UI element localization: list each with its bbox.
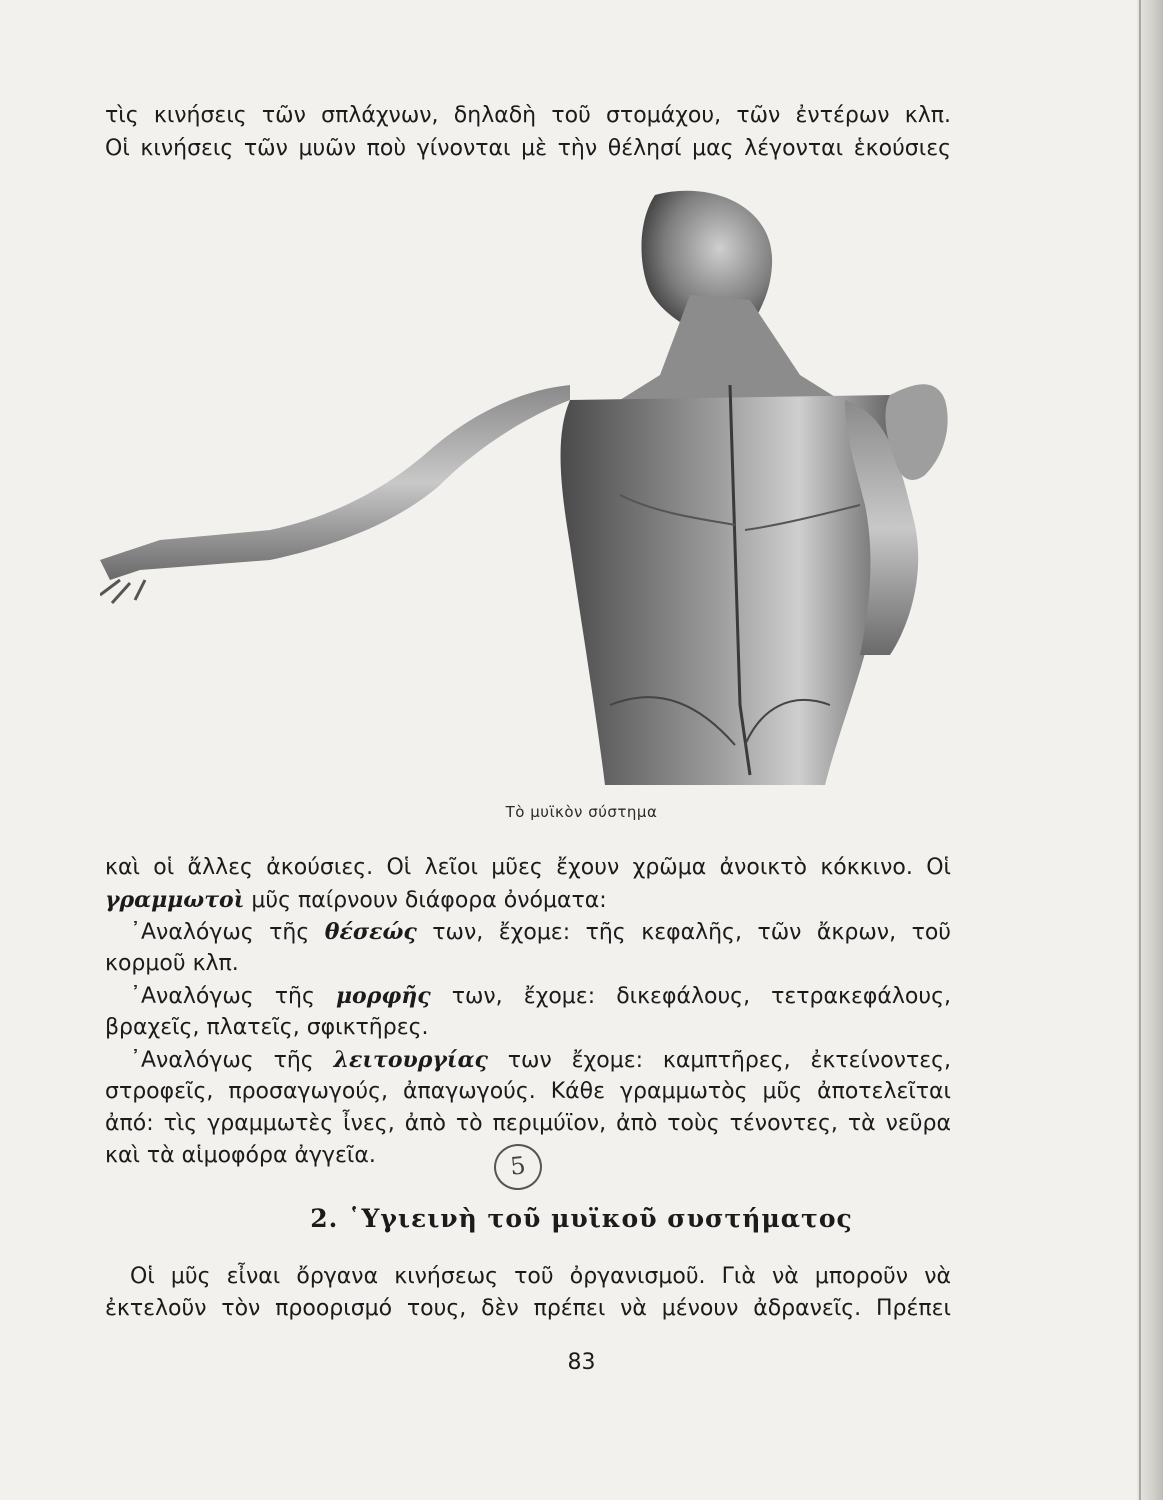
section-heading: 2. ῾Υγιεινὴ τοῦ μυϊκοῦ συστήματος — [310, 1204, 853, 1233]
fingers-lines — [100, 580, 145, 603]
page-edge-line — [1139, 0, 1141, 1500]
text-line: καὶ τὰ αἱμοφόρα ἀγγεῖα. — [105, 1143, 376, 1168]
neck-shape — [620, 295, 840, 400]
text-line — [105, 885, 951, 916]
text-line: Οἱ μῦς εἶναι ὄργανα κινήσεως τοῦ ὀργανισμοῦ. Γιὰ νὰ μποροῦν νὰ — [130, 1264, 951, 1289]
handwritten-circled-number: 5 — [492, 1142, 545, 1193]
text-line: Οἱ κινήσεις τῶν μυῶν ποὺ γίνονται μὲ τὴν θέλησί μας λέγονται ἑκούσιες — [105, 136, 951, 161]
text-line: ἀπό: τὶς γραμμωτὲς ἶνες, ἀπὸ τὸ περιμύϊον, ἀπὸ τοὺς τένοντες, τὰ νεῦρα — [105, 1111, 951, 1136]
page-number: 83 — [567, 1350, 596, 1375]
text-span: των, ἔχομε: τῆς κεφαλῆς, τῶν ἄκρων, τοῦ — [416, 920, 952, 945]
bold-term: γραμμωτοὶ — [105, 887, 245, 913]
bold-term: λειτουργίας — [333, 1047, 488, 1073]
muscular-system-illustration — [100, 185, 960, 795]
text-line: τὶς κινήσεις τῶν σπλάχνων, δηλαδὴ τοῦ στομάχου, τῶν ἐντέρων κλπ. — [105, 103, 951, 128]
figure-caption: Τὸ μυϊκὸν σύστημα — [505, 803, 658, 821]
outstretched-arm-shape — [100, 385, 570, 580]
text-span: των ἔχομε: καμπτῆρες, ἐκτείνοντες, — [487, 1048, 952, 1073]
text-line: στροφεῖς, προσαγωγούς, ἀπαγωγούς. Κάθε γραμμωτὸς μῦς ἀποτελεῖται — [105, 1079, 951, 1104]
bold-term: θέσεώς — [324, 919, 417, 945]
text-line: ἐκτελοῦν τὸν προορισμό τους, δὲν πρέπει νὰ μένουν ἀδρανεῖς. Πρέπει — [105, 1296, 951, 1321]
text-span: ᾿Αναλόγως τῆς — [130, 1048, 334, 1073]
text-line — [130, 917, 951, 948]
text-span: ᾿Αναλόγως τῆς — [130, 920, 325, 945]
text-line: βραχεῖς, πλατεῖς, σφικτῆρες. — [105, 1015, 429, 1040]
text-line — [130, 1045, 951, 1076]
text-line — [130, 981, 951, 1012]
text-span: μῦς παίρνουν διάφορα ὀνόματα: — [244, 888, 607, 913]
text-span: ᾿Αναλόγως τῆς — [130, 984, 336, 1009]
text-span: των, ἔχομε: δικεφάλους, τετρακεφάλους, — [430, 984, 951, 1009]
text-line: κορμοῦ κλπ. — [105, 951, 239, 976]
text-line: καὶ οἱ ἄλλες ἀκούσιες. Οἱ λεῖοι μῦες ἔχουν χρῶμα ἀνοικτὸ κόκκινο. Οἱ — [105, 855, 951, 880]
bold-term: μορφῆς — [335, 983, 431, 1009]
